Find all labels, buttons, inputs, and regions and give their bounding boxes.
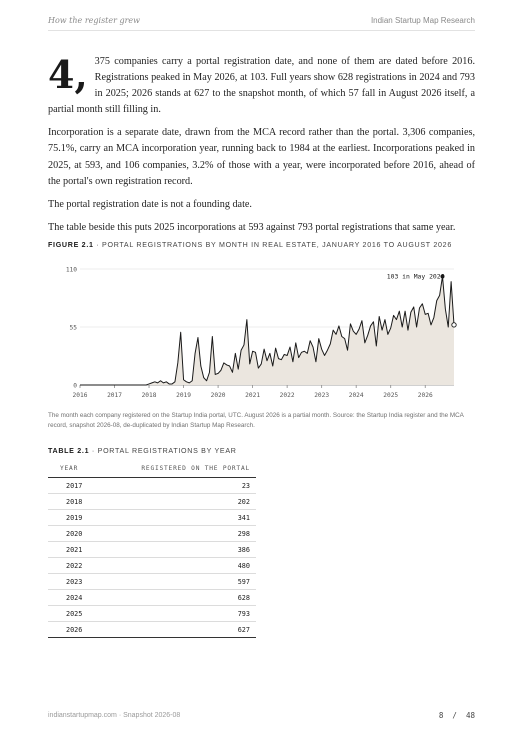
table-cell-year: 2019	[48, 510, 102, 526]
x-tick-label: 2019	[176, 392, 192, 399]
header-rule	[48, 30, 475, 31]
table-cell-registered: 628	[102, 590, 256, 606]
table-cell-registered: 793	[102, 606, 256, 622]
table-cell-year: 2026	[48, 622, 102, 638]
y-tick-label: 110	[65, 266, 77, 274]
article-body	[48, 54, 475, 243]
footer-source: indianstartupmap.com · Snapshot 2026-08	[48, 712, 181, 719]
x-tick-label: 2021	[245, 392, 261, 399]
table-cell-registered: 202	[102, 494, 256, 510]
running-header-title: How the register grew	[48, 16, 141, 25]
table-caption	[48, 447, 237, 455]
x-tick-label: 2018	[141, 392, 157, 399]
table-cell-registered: 386	[102, 542, 256, 558]
table-cell-year: 2018	[48, 494, 102, 510]
table-row	[48, 606, 256, 622]
figure-title: PORTAL REGISTRATIONS BY MONTH IN REAL ESTATE, JANUARY 2016 TO AUGUST 2026	[102, 241, 452, 249]
table-cell-registered: 597	[102, 574, 256, 590]
paragraph-table-ref: The table beside this puts 2025 incorporations at 593 against 793 portal registrations that same year.	[48, 221, 456, 233]
registrations-table	[48, 459, 256, 638]
table-cell-year: 2021	[48, 542, 102, 558]
drop-cap: 4,	[48, 52, 88, 97]
figure-caption-separator: ·	[93, 241, 103, 249]
table-cell-year: 2022	[48, 558, 102, 574]
x-tick-label: 2016	[72, 392, 88, 399]
table-cell-year: 2024	[48, 590, 102, 606]
table-row	[48, 494, 256, 510]
table-cell-registered: 480	[102, 558, 256, 574]
page-number	[439, 711, 475, 720]
x-tick-label: 2023	[314, 392, 330, 399]
paragraph-incorporation: Incorporation is a separate date, drawn from the MCA record rather than the portal. 3,306 companies, 75.1%, carry an MCA incorporation year, running back to 1984 at the earliest. Incorporations peaked in 2025, at 593, and 106 companies, 3.2% of those with a year, were incorporated before 2016, ahead of the portal's own registration record.	[48, 127, 475, 187]
figure-caption	[48, 241, 452, 249]
x-tick-label: 2025	[383, 392, 399, 399]
table-cell-year: 2025	[48, 606, 102, 622]
last-point	[452, 323, 456, 327]
table-header-row	[48, 459, 256, 478]
column-header-registered: REGISTERED ON THE PORTAL	[102, 459, 256, 478]
table-row	[48, 542, 256, 558]
y-tick-label: 55	[69, 324, 77, 332]
paragraph-intro	[48, 54, 475, 118]
table-cell-registered: 298	[102, 526, 256, 542]
table-label: TABLE 2.1	[48, 447, 90, 455]
registrations-area-chart	[48, 258, 474, 406]
page-total: 48	[465, 711, 475, 720]
running-header-publisher: Indian Startup Map Research	[370, 16, 475, 25]
table-row	[48, 622, 256, 638]
paragraph-not-founding: The portal registration date is not a founding date.	[48, 198, 252, 210]
table-cell-year: 2017	[48, 478, 102, 494]
table-caption-separator: ·	[89, 447, 98, 455]
column-header-year: YEAR	[48, 459, 102, 478]
x-tick-label: 2017	[107, 392, 122, 399]
table-cell-registered: 23	[102, 478, 256, 494]
y-tick-label: 0	[73, 382, 77, 390]
table-row	[48, 574, 256, 590]
x-tick-label: 2022	[279, 392, 295, 399]
table-row	[48, 558, 256, 574]
figure-label: FIGURE 2.1	[48, 241, 94, 249]
table-row	[48, 478, 256, 494]
paragraph-intro-text: 375 companies carry a portal registration date, and none of them are dated before 2016. Registrations peaked in May 2026, at 103. Full years show 628 registrations in 2024 and 793 in 2025; 2026 stands at 627 to the snapshot month, of which 57 fall in August 2026 itself, a partial month still filling in.	[48, 56, 475, 116]
table-cell-registered: 627	[102, 622, 256, 638]
registrations-area	[80, 276, 454, 385]
x-tick-label: 2024	[348, 392, 364, 399]
table-title: PORTAL REGISTRATIONS BY YEAR	[97, 447, 237, 455]
table-cell-year: 2020	[48, 526, 102, 542]
x-tick-label: 2020	[210, 392, 226, 399]
x-tick-label: 2026	[417, 392, 433, 399]
table-cell-registered: 341	[102, 510, 256, 526]
table-row	[48, 510, 256, 526]
peak-annotation: 103 in May 2026	[386, 272, 445, 281]
page-current: 8	[438, 711, 444, 720]
table-row	[48, 526, 256, 542]
page-separator: /	[452, 711, 457, 720]
figure-note: The month each company registered on the Startup India portal, UTC. August 2026 is a partial month. Source: the Startup India register and the MCA record, snapshot 2026-08, de-duplicated by Indian Startup Map Research.	[48, 412, 464, 429]
table-row	[48, 590, 256, 606]
table-cell-year: 2023	[48, 574, 102, 590]
